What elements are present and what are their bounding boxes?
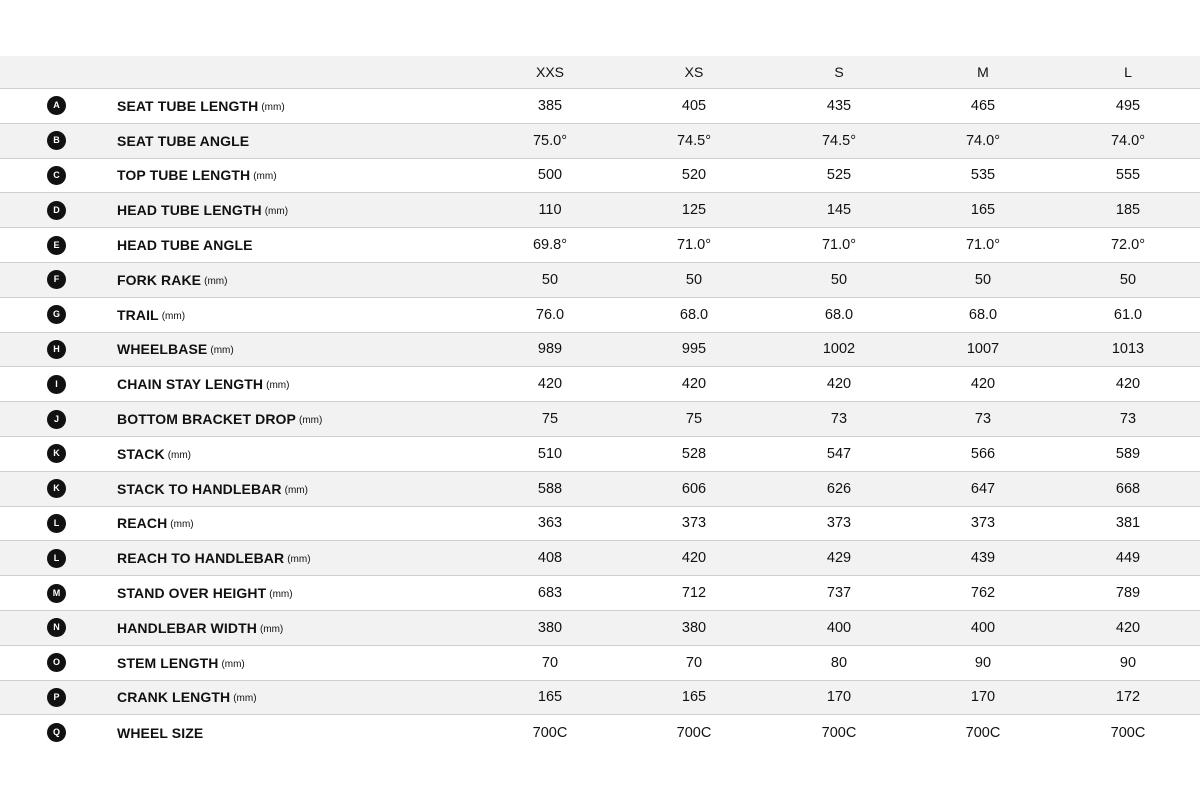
value-cell: 50 xyxy=(1119,271,1137,288)
measurement-unit: (mm) xyxy=(210,345,234,357)
value-cell: 50 xyxy=(685,271,703,288)
measurement-label xyxy=(117,611,283,645)
value-cell: 700C xyxy=(965,724,1001,741)
measurement-label xyxy=(117,402,322,436)
table-row xyxy=(0,193,1200,228)
measurement-letter-badge: L xyxy=(47,514,66,533)
value-cell: 1002 xyxy=(822,341,856,358)
table-row xyxy=(0,646,1200,681)
measurement-label xyxy=(117,367,289,401)
measurement-letter-badge: O xyxy=(47,653,66,672)
measurement-name: STAND OVER HEIGHT xyxy=(117,585,267,602)
measurement-label xyxy=(117,681,257,715)
column-header: XS xyxy=(684,64,704,80)
measurement-label xyxy=(117,576,293,610)
value-cell: 420 xyxy=(970,376,996,393)
value-cell: 172 xyxy=(1115,689,1141,706)
value-cell: 70 xyxy=(685,654,703,671)
value-cell: 68.0 xyxy=(968,306,998,323)
measurement-letter-badge: F xyxy=(47,270,66,289)
value-cell: 520 xyxy=(681,167,707,184)
table-row xyxy=(0,298,1200,333)
value-cell: 700C xyxy=(821,724,857,741)
measurement-name: WHEELBASE xyxy=(117,341,208,358)
measurement-name: SEAT TUBE LENGTH xyxy=(117,97,259,114)
measurement-label xyxy=(117,715,203,750)
measurement-label xyxy=(117,228,253,262)
value-cell: 50 xyxy=(974,271,992,288)
measurement-unit: (mm) xyxy=(167,449,192,461)
value-cell: 145 xyxy=(826,202,852,219)
value-cell: 700C xyxy=(1110,724,1146,741)
measurement-letter-badge: G xyxy=(47,305,66,324)
value-cell: 76.0 xyxy=(535,306,565,323)
value-cell: 500 xyxy=(537,167,563,184)
value-cell: 626 xyxy=(826,480,852,497)
value-cell: 74.5° xyxy=(821,132,857,149)
measurement-name: SEAT TUBE ANGLE xyxy=(117,132,250,149)
value-cell: 400 xyxy=(970,619,996,636)
measurement-unit: (mm) xyxy=(259,623,284,635)
value-cell: 995 xyxy=(681,341,707,358)
value-cell: 762 xyxy=(970,585,996,602)
measurement-label xyxy=(117,472,308,506)
value-cell: 439 xyxy=(970,550,996,567)
measurement-unit: (mm) xyxy=(253,171,277,183)
value-cell: 700C xyxy=(676,724,712,741)
measurement-name: STACK xyxy=(117,445,165,462)
value-cell: 737 xyxy=(826,585,852,602)
measurement-letter-badge: J xyxy=(47,410,66,429)
measurement-unit: (mm) xyxy=(221,658,245,670)
measurement-unit: (mm) xyxy=(298,415,323,427)
value-cell: 380 xyxy=(681,619,707,636)
measurement-name: HEAD TUBE LENGTH xyxy=(117,202,262,219)
value-cell: 495 xyxy=(1115,97,1141,114)
measurement-unit: (mm) xyxy=(264,206,289,218)
column-header: M xyxy=(977,64,989,80)
table-row xyxy=(0,333,1200,368)
value-cell: 566 xyxy=(970,445,996,462)
column-header: S xyxy=(834,64,844,80)
measurement-unit: (mm) xyxy=(269,589,293,601)
value-cell: 90 xyxy=(974,654,992,671)
value-cell: 647 xyxy=(970,480,996,497)
value-cell: 74.5° xyxy=(676,132,712,149)
measurement-label xyxy=(117,437,191,471)
value-cell: 420 xyxy=(826,376,852,393)
value-cell: 50 xyxy=(541,271,559,288)
value-cell: 363 xyxy=(537,515,563,532)
measurement-name: FORK RAKE xyxy=(117,271,202,288)
measurement-name: REACH TO HANDLEBAR xyxy=(117,550,285,567)
value-cell: 381 xyxy=(1115,515,1141,532)
measurement-unit: (mm) xyxy=(266,380,290,392)
measurement-name: STACK TO HANDLEBAR xyxy=(117,480,282,497)
value-cell: 165 xyxy=(537,689,563,706)
value-cell: 71.0° xyxy=(821,237,857,254)
value-cell: 1013 xyxy=(1111,341,1145,358)
value-cell: 400 xyxy=(826,619,852,636)
measurement-name: STEM LENGTH xyxy=(117,654,219,671)
value-cell: 71.0° xyxy=(676,237,712,254)
value-cell: 435 xyxy=(826,97,852,114)
measurement-letter-badge: I xyxy=(47,375,66,394)
value-cell: 75 xyxy=(685,411,703,428)
value-cell: 385 xyxy=(537,97,563,114)
measurement-unit: (mm) xyxy=(204,275,228,287)
value-cell: 68.0 xyxy=(679,306,709,323)
value-cell: 73 xyxy=(974,411,992,428)
value-cell: 73 xyxy=(830,411,848,428)
measurement-label xyxy=(117,89,285,123)
measurement-letter-badge: E xyxy=(47,236,66,255)
value-cell: 70 xyxy=(541,654,559,671)
column-header: XXS xyxy=(535,64,564,80)
measurement-letter-badge: M xyxy=(47,584,66,603)
measurement-name: REACH xyxy=(117,515,168,532)
measurement-unit: (mm) xyxy=(233,693,257,705)
value-cell: 668 xyxy=(1115,480,1141,497)
value-cell: 420 xyxy=(537,376,563,393)
value-cell: 80 xyxy=(830,654,848,671)
value-cell: 373 xyxy=(826,515,852,532)
value-cell: 510 xyxy=(537,445,563,462)
measurement-letter-badge: Q xyxy=(47,723,66,742)
measurement-letter-badge: L xyxy=(47,549,66,568)
value-cell: 72.0° xyxy=(1110,237,1146,254)
measurement-label xyxy=(117,159,277,193)
table-row xyxy=(0,89,1200,124)
value-cell: 373 xyxy=(681,515,707,532)
value-cell: 110 xyxy=(538,202,562,219)
value-cell: 68.0 xyxy=(824,306,854,323)
measurement-label xyxy=(117,541,311,575)
table-row xyxy=(0,437,1200,472)
measurement-unit: (mm) xyxy=(161,310,186,322)
measurement-name: CRANK LENGTH xyxy=(117,689,231,706)
value-cell: 420 xyxy=(681,550,707,567)
value-cell: 1007 xyxy=(966,341,1000,358)
measurement-letter-badge: B xyxy=(47,131,66,150)
value-cell: 420 xyxy=(1115,376,1141,393)
table-row xyxy=(0,541,1200,576)
measurement-name: CHAIN STAY LENGTH xyxy=(117,376,264,393)
table-row xyxy=(0,611,1200,646)
value-cell: 74.0° xyxy=(965,132,1001,149)
table-row xyxy=(0,402,1200,437)
measurement-label xyxy=(117,646,245,680)
measurement-letter-badge: P xyxy=(47,688,66,707)
value-cell: 606 xyxy=(681,480,707,497)
value-cell: 429 xyxy=(826,550,852,567)
table-row xyxy=(0,715,1200,750)
value-cell: 535 xyxy=(970,167,996,184)
measurement-label xyxy=(117,298,185,332)
measurement-label xyxy=(117,263,227,297)
column-header: L xyxy=(1124,64,1132,80)
measurement-label xyxy=(117,333,234,367)
value-cell: 165 xyxy=(681,689,707,706)
measurement-name: TOP TUBE LENGTH xyxy=(117,167,251,184)
value-cell: 69.8° xyxy=(532,237,568,254)
value-cell: 90 xyxy=(1119,654,1137,671)
value-cell: 74.0° xyxy=(1110,132,1146,149)
value-cell: 547 xyxy=(826,445,852,462)
value-cell: 589 xyxy=(1115,445,1141,462)
value-cell: 700C xyxy=(532,724,568,741)
value-cell: 61.0 xyxy=(1113,306,1143,323)
table-row xyxy=(0,263,1200,298)
measurement-name: HANDLEBAR WIDTH xyxy=(117,619,257,636)
measurement-unit: (mm) xyxy=(261,101,285,113)
value-cell: 170 xyxy=(826,689,852,706)
table-row xyxy=(0,228,1200,263)
value-cell: 420 xyxy=(681,376,707,393)
value-cell: 380 xyxy=(537,619,563,636)
value-cell: 712 xyxy=(681,585,707,602)
value-cell: 75.0° xyxy=(532,132,568,149)
value-cell: 405 xyxy=(681,97,707,114)
measurement-name: WHEEL SIZE xyxy=(117,724,204,741)
measurement-name: TRAIL xyxy=(117,306,159,323)
value-cell: 50 xyxy=(830,271,848,288)
measurement-label xyxy=(117,507,194,541)
value-cell: 588 xyxy=(537,480,563,497)
value-cell: 71.0° xyxy=(965,237,1001,254)
value-cell: 449 xyxy=(1115,550,1141,567)
value-cell: 525 xyxy=(826,167,852,184)
measurement-letter-badge: K xyxy=(47,444,66,463)
value-cell: 420 xyxy=(1115,619,1141,636)
value-cell: 373 xyxy=(970,515,996,532)
measurement-letter-badge: D xyxy=(47,201,66,220)
value-cell: 528 xyxy=(681,445,707,462)
value-cell: 170 xyxy=(970,689,996,706)
table-row xyxy=(0,576,1200,611)
measurement-label xyxy=(117,124,249,158)
measurement-letter-badge: H xyxy=(47,340,66,359)
measurement-letter-badge: C xyxy=(47,166,66,185)
measurement-letter-badge: A xyxy=(47,96,66,115)
measurement-unit: (mm) xyxy=(170,519,194,531)
value-cell: 465 xyxy=(970,97,996,114)
table-row xyxy=(0,681,1200,716)
measurement-letter-badge: N xyxy=(47,618,66,637)
value-cell: 185 xyxy=(1115,202,1141,219)
table-row xyxy=(0,367,1200,402)
value-cell: 73 xyxy=(1119,411,1137,428)
value-cell: 408 xyxy=(537,550,563,567)
value-cell: 989 xyxy=(537,341,563,358)
value-cell: 789 xyxy=(1115,585,1141,602)
measurement-letter-badge: K xyxy=(47,479,66,498)
value-cell: 165 xyxy=(970,202,996,219)
measurement-unit: (mm) xyxy=(284,484,308,496)
measurement-unit: (mm) xyxy=(287,554,311,566)
value-cell: 683 xyxy=(537,585,563,602)
value-cell: 75 xyxy=(541,411,559,428)
table-row xyxy=(0,472,1200,507)
table-row xyxy=(0,124,1200,159)
value-cell: 125 xyxy=(681,202,707,219)
measurement-name: HEAD TUBE ANGLE xyxy=(117,237,253,254)
value-cell: 555 xyxy=(1115,167,1141,184)
table-row xyxy=(0,507,1200,542)
measurement-name: BOTTOM BRACKET DROP xyxy=(117,411,296,428)
table-header-row xyxy=(0,56,1200,89)
measurement-label xyxy=(117,193,288,227)
geometry-table xyxy=(0,56,1200,750)
table-row xyxy=(0,159,1200,194)
